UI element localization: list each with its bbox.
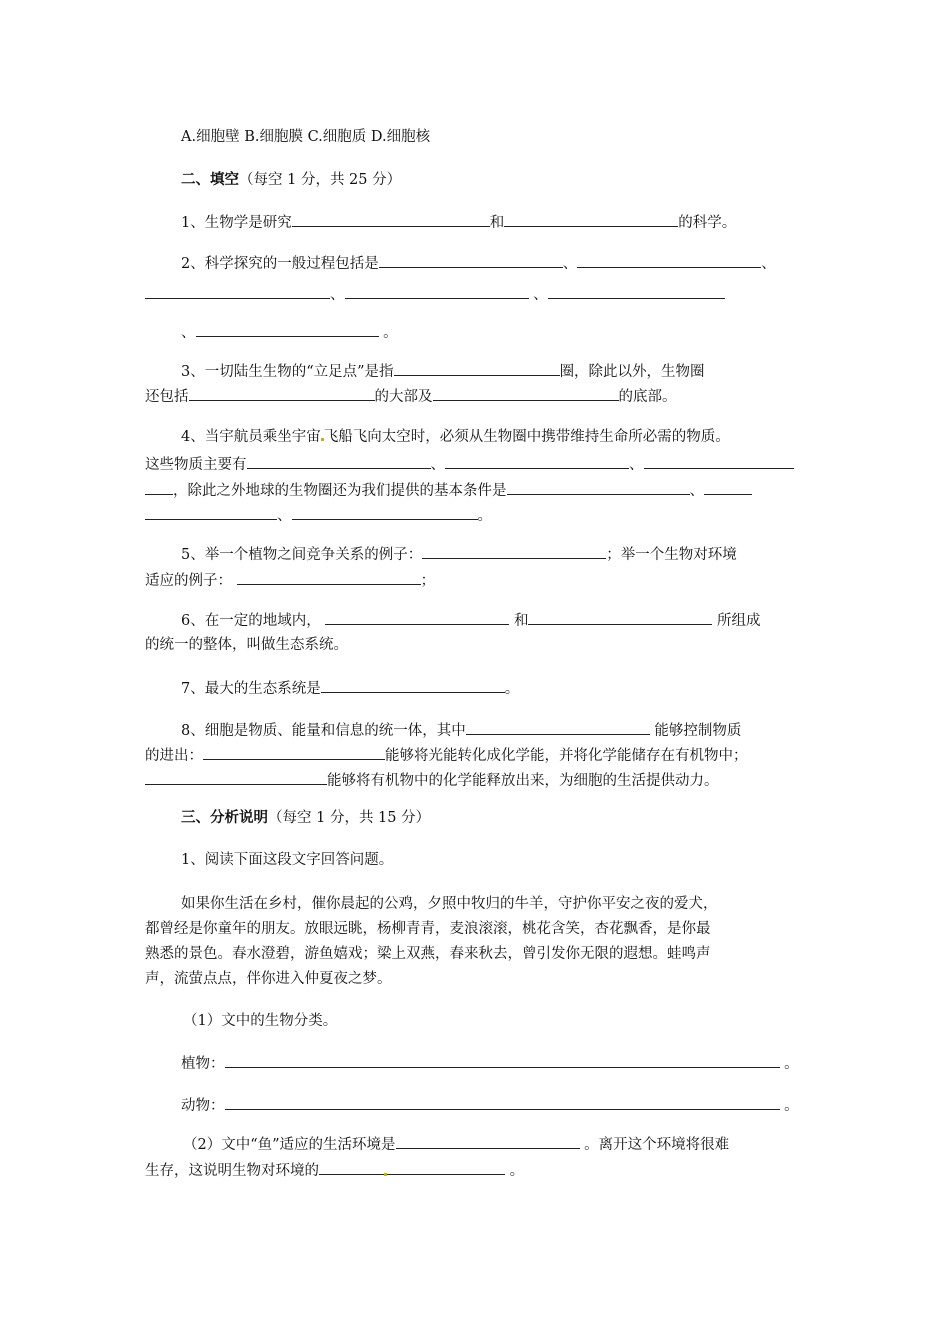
text: 圈，除此以外，生物圈 — [559, 364, 705, 380]
answer-blank[interactable] — [433, 385, 619, 401]
text: 3、一切陆生生物的“立足点”是指 — [181, 364, 394, 380]
question-5 — [181, 543, 737, 563]
answer-blank[interactable] — [345, 283, 529, 299]
text: ；举一个生物对环境 — [606, 547, 737, 563]
text: 的底部。 — [618, 389, 677, 405]
question-2-cont — [145, 283, 725, 303]
text: 、 — [277, 508, 292, 524]
answer-blank[interactable] — [145, 283, 330, 299]
text: 能够控制物质 — [649, 723, 742, 739]
answer-blank[interactable] — [577, 252, 761, 268]
answer-blank[interactable] — [396, 1133, 580, 1149]
text: 、 — [430, 457, 445, 473]
plants-line — [181, 1052, 799, 1072]
answer-blank[interactable] — [379, 252, 563, 268]
text: 。 — [505, 1163, 525, 1179]
text: 飞船飞向太空时，必须从生物圈中携带维持生命所必需的物质。 — [323, 429, 730, 445]
answer-blank[interactable] — [394, 360, 560, 376]
text: 、 — [761, 256, 776, 272]
text: 2、科学探究的一般过程包括是 — [181, 256, 379, 272]
section-note: （每空 1 分，共 25 分） — [239, 172, 402, 188]
passage-line: 如果你生活在乡村，催你晨起的公鸡，夕照中牧归的牛羊，守护你平安之夜的爱犬， — [181, 896, 718, 912]
question-7 — [181, 677, 519, 697]
question-3 — [181, 360, 705, 380]
question-5-cont — [145, 569, 435, 589]
answer-blank[interactable] — [319, 1159, 505, 1175]
question-4-cont2 — [145, 479, 752, 499]
text: 。 — [504, 681, 520, 697]
answer-blank[interactable] — [196, 321, 379, 337]
text: 的大部及 — [374, 389, 433, 405]
text: 的科学。 — [678, 215, 737, 231]
answer-blank[interactable] — [507, 479, 690, 495]
text: 所组成 — [712, 613, 761, 629]
question-6-cont: 的统一的整体，叫做生态系统。 — [145, 637, 348, 653]
answer-blank[interactable] — [203, 744, 385, 760]
text: 植物： — [181, 1056, 225, 1072]
section-title: 二、填空 — [181, 172, 239, 188]
answer-blank[interactable] — [292, 211, 490, 227]
animals-blank[interactable] — [225, 1094, 780, 1110]
text: 。离开这个环境将很难 — [579, 1137, 730, 1153]
section-title: 三、分析说明 — [181, 810, 268, 826]
analysis-1: 1、阅读下面这段文字回答问题。 — [181, 852, 394, 868]
text: 6、在一定的地域内， — [181, 613, 321, 629]
text: （2）文中“鱼”适应的生活环境是 — [183, 1137, 396, 1153]
answer-blank[interactable] — [292, 504, 478, 520]
answer-blank[interactable] — [189, 385, 375, 401]
text: ； — [420, 573, 436, 589]
plants-blank[interactable] — [225, 1052, 780, 1068]
question-8-cont — [145, 744, 748, 764]
passage-line: 熟悉的景色。春水澄碧，游鱼嬉戏；梁上双燕，春来秋去，曾引发你无限的遐想。蛙鸣声 — [145, 946, 711, 962]
question-4 — [181, 427, 730, 447]
answer-blank[interactable] — [504, 211, 678, 227]
text: 能够将有机物中的化学能释放出来，为细胞的生活提供动力。 — [327, 773, 719, 789]
answer-blank[interactable] — [528, 609, 712, 625]
text: 生存，这说明生物对环境的 — [145, 1163, 319, 1179]
text: 。 — [779, 1098, 799, 1114]
answer-blank[interactable] — [247, 453, 431, 469]
text: 7、最大的生态系统是 — [181, 681, 321, 697]
text: 和 — [489, 215, 505, 231]
section-note: （每空 1 分，共 15 分） — [268, 810, 431, 826]
passage-line: 声，流萤点点，伴你进入仲夏夜之梦。 — [145, 971, 392, 987]
answer-blank[interactable] — [704, 479, 752, 495]
question-4-end — [145, 504, 492, 524]
question-3-cont — [145, 385, 677, 405]
question-2 — [181, 252, 776, 272]
answer-blank[interactable] — [466, 719, 650, 735]
text: 。 — [378, 325, 398, 341]
answer-blank[interactable] — [548, 283, 725, 299]
choice-options: A.细胞壁 B.细胞膜 C.细胞质 D.细胞核 — [181, 129, 431, 145]
animals-line — [181, 1094, 799, 1114]
text: 、 — [562, 256, 578, 272]
text: 、 — [629, 457, 644, 473]
sub-question-2-cont — [145, 1159, 524, 1179]
text: 8、细胞是物质、能量和信息的统一体，其中 — [181, 723, 466, 739]
section-2-heading — [181, 170, 401, 190]
text: 4、当宇航员乘坐宇宙 — [181, 429, 321, 445]
question-8-end — [145, 769, 719, 789]
question-8 — [181, 719, 741, 739]
text: 的进出： — [145, 748, 203, 764]
answer-blank[interactable] — [445, 453, 629, 469]
section-3-heading — [181, 808, 430, 828]
question-1 — [181, 211, 736, 231]
text: 、 — [181, 325, 196, 341]
answer-blank[interactable] — [237, 569, 421, 585]
passage-line: 都曾经是你童年的朋友。放眼远眺，杨柳青青，麦浪滚滚，桃花含笑，杏花飘香，是你最 — [145, 921, 711, 937]
sub-question-2 — [183, 1133, 729, 1153]
text: 、 — [689, 483, 704, 499]
question-6 — [181, 609, 761, 629]
text: 、 — [330, 287, 345, 303]
text: 还包括 — [145, 389, 189, 405]
text: 。 — [779, 1056, 799, 1072]
answer-blank[interactable] — [145, 479, 173, 495]
text: 。 — [477, 508, 492, 524]
answer-blank[interactable] — [644, 453, 794, 469]
text: 和 — [509, 613, 529, 629]
stray-mark — [384, 1173, 387, 1176]
answer-blank[interactable] — [145, 504, 277, 520]
answer-blank[interactable] — [321, 677, 505, 693]
sub-question-1: （1）文中的生物分类。 — [183, 1013, 338, 1029]
question-2-end — [181, 321, 398, 341]
text: 1、生物学是研究 — [181, 215, 292, 231]
text: 适应的例子： — [145, 573, 232, 589]
answer-blank[interactable] — [145, 769, 327, 785]
text: 5、举一个植物之间竞争关系的例子： — [181, 547, 423, 563]
text: 能够将光能转化成化学能，并将化学能储存在有机物中； — [385, 748, 748, 764]
text: ，除此之外地球的生物圈还为我们提供的基本条件是 — [173, 483, 507, 499]
answer-blank[interactable] — [325, 609, 509, 625]
question-4-cont — [145, 453, 794, 473]
text: 动物： — [181, 1098, 225, 1114]
answer-blank[interactable] — [422, 543, 606, 559]
text: 、 — [533, 287, 548, 303]
text: 这些物质主要有 — [145, 457, 247, 473]
